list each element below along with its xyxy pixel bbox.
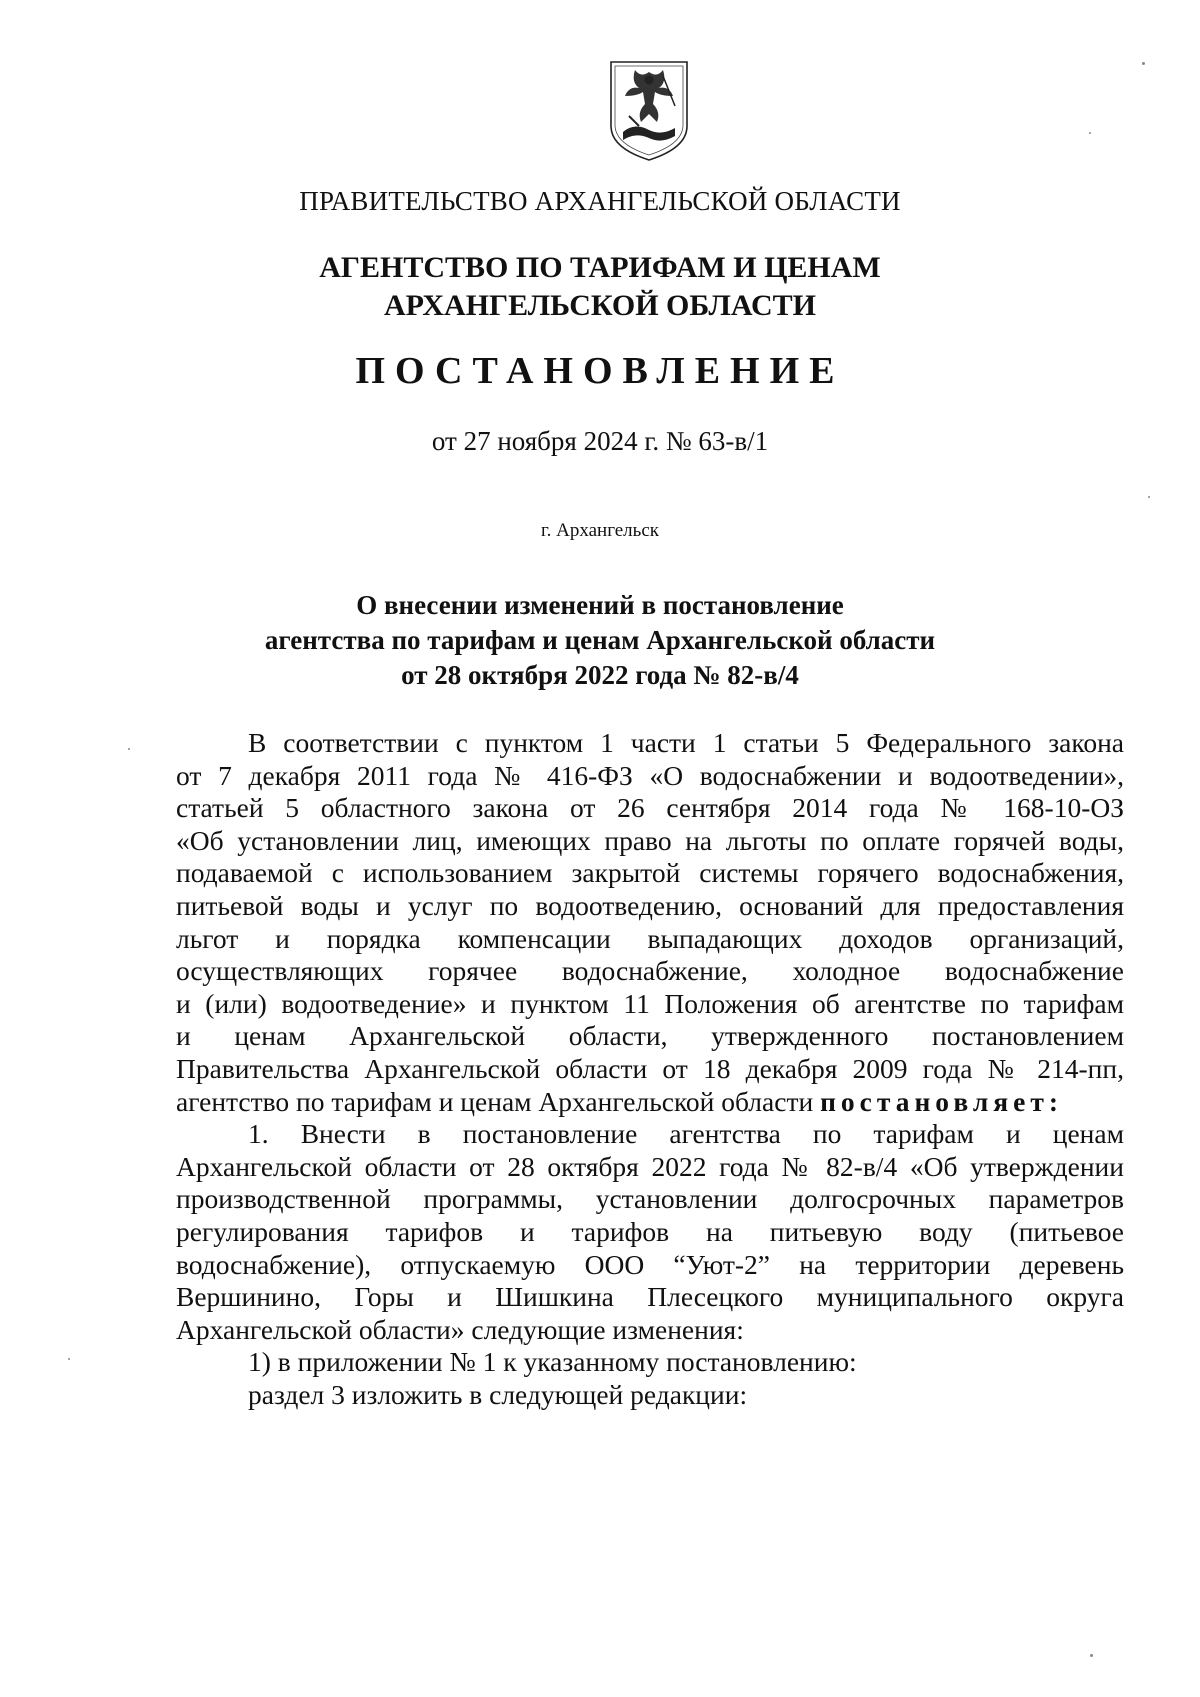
document-city: г. Архангельск — [540, 520, 659, 541]
agency-name-line1: АГЕНТСТВО ПО ТАРИФАМ И ЦЕНАМ — [319, 251, 881, 284]
coat-of-arms-emblem — [605, 56, 693, 164]
body-line-resolves — [176, 1086, 1124, 1119]
scan-speck — [1089, 132, 1091, 134]
body-line: Архангельской области» следующие изменения: — [176, 1313, 744, 1345]
body-line: и (или) водоотведение» и пунктом 11 Положения об агентстве по тарифам — [176, 987, 1124, 1019]
body-line: и ценам Архангельской области, утвержденного постановлением — [176, 1020, 1124, 1052]
body-line: статьей 5 областного закона от 26 сентября 2014 года № 168-10-ОЗ — [176, 792, 1124, 824]
subject-line2: агентства по тарифам и ценам Архангельской области — [264, 625, 936, 655]
body-line: льгот и порядка компенсации выпадающих доходов организаций, — [176, 922, 1124, 954]
body-line: водоснабжение), отпускаемую ООО “Уют-2” на территории деревень — [176, 1248, 1124, 1280]
body-line: «Об установлении лиц, имеющих право на льготы по оплате горячей воды, — [176, 824, 1124, 856]
scan-speck — [1148, 496, 1150, 498]
scan-speck — [1090, 1654, 1093, 1657]
body-line: производственной программы, установлении долгосрочных параметров — [176, 1183, 1124, 1215]
agency-name-line2: АРХАНГЕЛЬСКОЙ ОБЛАСТИ — [384, 289, 816, 322]
body-line: 1. Внести в постановление агентства по тарифам и ценам — [248, 1118, 1124, 1150]
body-line: регулирования тарифов и тарифов на питьевую воду (питьевое — [176, 1216, 1124, 1247]
body-line: 1) в приложении № 1 к указанному постановлению: — [248, 1346, 857, 1378]
scan-speck — [1142, 62, 1145, 65]
subject-line3: от 28 октября 2022 года № 82-в/4 — [401, 660, 799, 690]
resolves-word: постановляет: — [820, 1085, 1064, 1117]
body-line: осуществляющих горячее водоснабжение, холодное водоснабжение — [176, 955, 1124, 987]
subject-line1: О внесении изменений в постановление — [356, 590, 844, 620]
scan-speck — [128, 748, 130, 750]
body-line: Вершинино, Горы и Шишкина Плесецкого муниципального округа — [176, 1281, 1124, 1313]
scan-speck — [68, 1358, 70, 1360]
document-type: ПОСТАНОВЛЕНИЕ — [355, 350, 845, 392]
body-line: от 7 декабря 2011 года № 416-ФЗ «О водоснабжении и водоотведении», — [176, 759, 1124, 791]
document-date-number: от 27 ноября 2024 г. № 63-в/1 — [431, 426, 769, 456]
body-line: питьевой воды и услуг по водоотведению, оснований для предоставления — [176, 890, 1124, 921]
body-line: раздел 3 изложить в следующей редакции: — [248, 1379, 748, 1410]
government-name: ПРАВИТЕЛЬСТВО АРХАНГЕЛЬСКОЙ ОБЛАСТИ — [299, 186, 901, 216]
body-line-text: агентство по тарифам и ценам Архангельской области — [176, 1085, 814, 1117]
body-line: Правительства Архангельской области от 18 декабря 2009 года № 214-пп, — [176, 1053, 1124, 1084]
body-line: Архангельской области от 28 октября 2022 года № 82-в/4 «Об утверждении — [176, 1150, 1124, 1182]
body-line: подаваемой с использованием закрытой системы горячего водоснабжения, — [176, 857, 1124, 889]
body-line: В соответствии с пунктом 1 части 1 статьи 5 Федерального закона — [248, 727, 1124, 758]
